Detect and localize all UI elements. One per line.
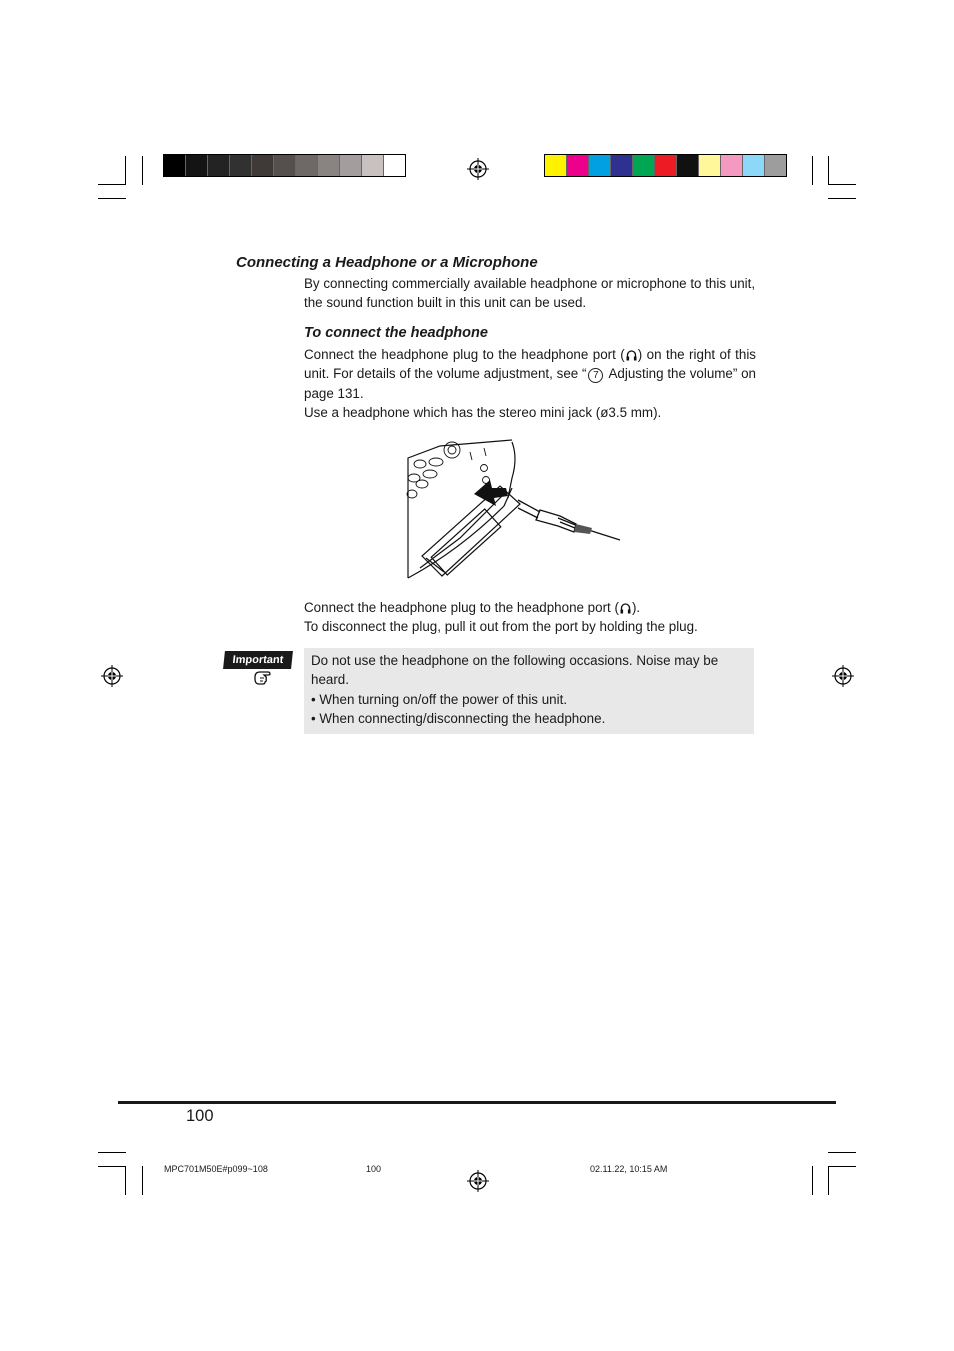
important-note-text: Do not use the headphone on the following occasions. Noise may be heard. bbox=[311, 653, 719, 688]
gray-swatch bbox=[340, 155, 362, 176]
color-swatch bbox=[611, 155, 633, 176]
gray-swatch bbox=[164, 155, 186, 176]
disconnect-instruction: To disconnect the plug, pull it out from the port by holding the plug. bbox=[304, 619, 698, 634]
color-swatch bbox=[655, 155, 677, 176]
process-color-bar bbox=[544, 154, 787, 177]
instruction-paragraph: Connect the headphone plug to the headphone port ( ) on the right of this unit. For details of the volume adjustment, see “ 7 Adjusting the volume” on page 131. bbox=[304, 347, 757, 401]
footer-file-name: MPC701M50E#p099~108 bbox=[164, 1164, 268, 1174]
footer-page: 100 bbox=[366, 1164, 382, 1174]
color-swatch bbox=[677, 155, 699, 176]
connect-instruction: Connect the headphone plug to the headphone port ( ). bbox=[304, 600, 641, 615]
important-badge: Important bbox=[223, 651, 293, 669]
gray-swatch bbox=[318, 155, 340, 176]
color-swatch bbox=[545, 155, 567, 176]
registration-mark-icon bbox=[467, 158, 489, 180]
gray-swatch bbox=[362, 155, 384, 176]
important-bullet-1: • When turning on/off the power of this unit. bbox=[311, 691, 568, 707]
headphone-connection-illustration bbox=[400, 438, 624, 583]
gray-swatch bbox=[252, 155, 274, 176]
gray-swatch bbox=[186, 155, 208, 176]
gray-swatch bbox=[384, 155, 405, 176]
jack-requirement: Use a headphone which has the stereo mini jack (ø3.5 mm). bbox=[304, 405, 662, 420]
gray-swatch bbox=[208, 155, 230, 176]
registration-mark-icon bbox=[467, 1170, 489, 1192]
section-intro: By connecting commercially available headphone or microphone to this unit, the sound function built in this unit can be used. bbox=[304, 276, 756, 310]
registration-mark-icon bbox=[101, 665, 123, 687]
page-number: 100 bbox=[186, 1107, 214, 1125]
footer-rule bbox=[118, 1101, 836, 1104]
gray-swatch bbox=[230, 155, 252, 176]
color-swatch bbox=[743, 155, 765, 176]
circled-7-icon: 7 bbox=[588, 368, 603, 383]
grayscale-color-bar bbox=[163, 154, 406, 177]
headphone-icon bbox=[626, 349, 637, 361]
color-swatch bbox=[589, 155, 611, 176]
important-bullet-2: • When connecting/disconnecting the headphone. bbox=[311, 710, 606, 726]
color-swatch bbox=[765, 155, 786, 176]
pointing-hand-icon bbox=[252, 669, 272, 686]
color-swatch bbox=[567, 155, 589, 176]
section-title: Connecting a Headphone or a Microphone bbox=[236, 254, 538, 271]
footer-timestamp: 02.11.22, 10:15 AM bbox=[590, 1164, 668, 1174]
color-swatch bbox=[699, 155, 721, 176]
gray-swatch bbox=[274, 155, 296, 176]
subsection-title: To connect the headphone bbox=[304, 325, 488, 341]
registration-mark-icon bbox=[832, 665, 854, 687]
headphone-icon bbox=[620, 602, 631, 614]
important-note bbox=[311, 651, 751, 728]
gray-swatch bbox=[296, 155, 318, 176]
color-swatch bbox=[633, 155, 655, 176]
color-swatch bbox=[721, 155, 743, 176]
